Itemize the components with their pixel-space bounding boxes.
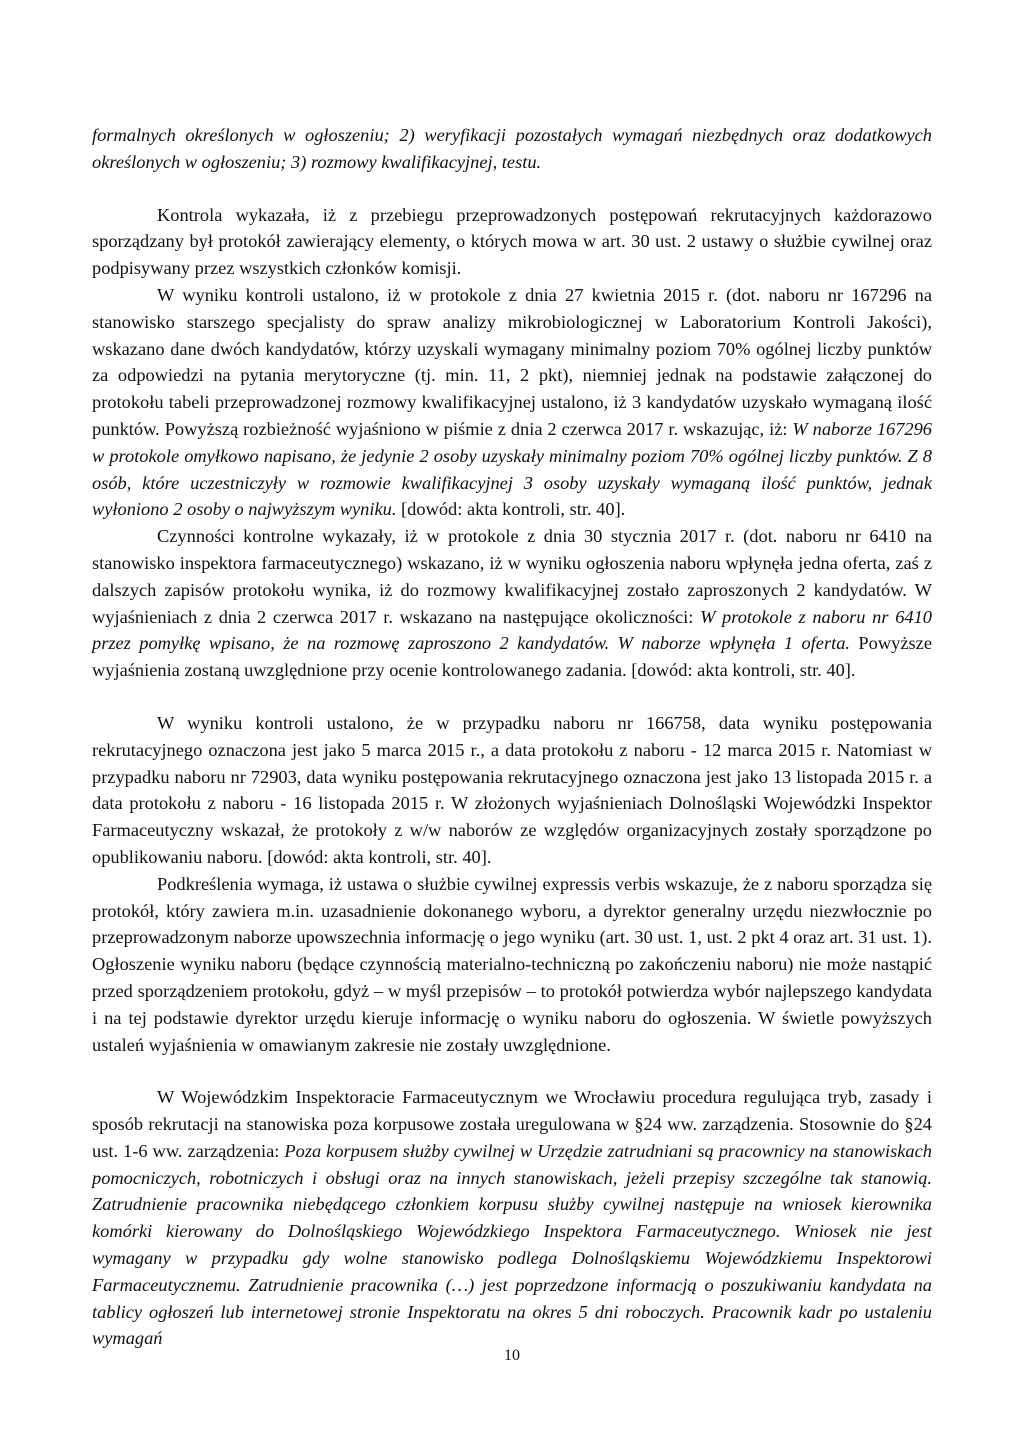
paragraph-protocol-control — [92, 202, 932, 282]
paragraph-text: Kontrola wykazała, iż z przebiegu przeprowadzonych postępowań rekrutacyjnych każdorazowo sporządzany był protokół zawierający elementy, o których mowa w art. 30 ust. 2 ustawy o służbie cywilnej oraz podpisywany przez wszystkich członków komisji. — [92, 204, 932, 279]
paragraph-text: Czynności kontrolne wykazały, iż w protokole z dnia 30 stycznia 2017 r. (dot. naboru nr 6410 na stanowisko inspektora farmaceutycznego) wskazano, iż w wyniku ogłoszenia naboru wpłynęła jedna oferta, zaś z dalszych zapisów protokołu wynika, iż do rozmowy kwalifikacyjnej zostało zaproszonych 2 kandydatów. W wyjaśnieniach z dnia 2 czerwca 2017 r. wskazano na następujące okoliczności: — [92, 526, 932, 627]
paragraph-recruitment-167296 — [92, 282, 932, 523]
italic-quote: W protokole z naboru nr 6410 przez pomyłkę wpisano, że na rozmowę zaproszono 2 kandydatów. W naborze wpłynęła 1 oferta. — [92, 606, 932, 654]
paragraph-text: Powyższe wyjaśnienia zostaną uwzględnione przy ocenie kontrolowanego zadania. [dowód: akta kontroli, str. 40]. — [92, 633, 932, 681]
paragraph-text: W wyniku kontroli ustalono, że w przypadku naboru nr 166758, data wyniku postępowania rekrutacyjnego oznaczona jest jako 5 marca 2015 r., a data protokołu z naboru - 12 marca 2015 r. Natomiast w przypadku naboru nr 72903, data wyniku postępowania rekrutacyjnego oznaczona jest jako 13 listopada 2015 r. a data protokołu z naboru - 16 listopada 2015 r. W złożonych wyjaśnieniach Dolnośląski Wojewódzki Inspektor Farmaceutyczny wskazał, że protokoły z w/w naborów ze względów organizacyjnych zostały sporządzone po opublikowaniu naboru. [dowód: akta kontroli, str. 40]. — [92, 712, 932, 867]
paragraph-text: W Wojewódzkim Inspektoracie Farmaceutycznym we Wrocławiu procedura regulująca tryb, zasady i sposób rekrutacji na stanowiska poza korpusowe została uregulowana w §24 ww. zarządzenia. Stosownie do §24 ust. 1-6 ww. zarządzenia: — [92, 1087, 932, 1161]
paragraph-text: Podkreślenia wymaga, iż ustawa o służbie cywilnej expressis verbis wskazuje, że z naboru sporządza się protokół, który zawiera m.in. uzasadnienie dokonanego wyboru, a dyrektor generalny urzędu niezwłocznie po przeprowadzonym naborze upowszechnia informację o jego wyniku (art. 30 ust. 1, ust. 2 pkt 4 oraz art. 31 ust. 1). Ogłoszenie wyniku naboru (będące czynnością materialno-techniczną po zakończeniu naboru) nie może nastąpić przed sporządzeniem protokołu, gdyż – w myśl przepisów – to protokół potwierdza wybór najlepszego kandydata i na tej podstawie dyrektor urzędu kieruje informację o wyniku naboru do ogłoszenia. W świetle powyższych ustaleń wyjaśnienia w omawianym zakresie nie zostały uwzględnione. — [92, 873, 932, 1055]
page-number: 10 — [504, 1347, 520, 1364]
italic-quote: formalnych określonych w ogłoszeniu; 2) weryfikacji pozostałych wymagań niezbędnych oraz dodatkowych określonych w ogłoszeniu; 3) rozmowy kwalifikacyjnej, testu. — [92, 125, 932, 172]
italic-quote: W naborze 167296 w protokole omyłkowo napisano, że jedynie 2 osoby uzyskały minimalny poziom 70% ogólnej liczby punktów. Z 8 osób, które uczestniczyły w rozmowie kwalifikacyjnej 3 osoby uzyskały wymaganą ilość punktów, jednak wyłoniono 2 osoby o najwyższym wyniku. — [92, 418, 932, 520]
paragraph-emphasis — [92, 871, 932, 1059]
paragraph-recruitment-dates — [92, 710, 932, 871]
italic-quote: Poza korpusem służby cywilnej w Urzędzie zatrudniani są pracownicy na stanowiskach pomocniczych, robotniczych i obsługi oraz na innych stanowiskach, jeżeli przepisy szczególne tak stanowią. Zatrudnienie pracownika niebędącego członkiem korpusu służby cywilnej następuje na wniosek kierownika komórki kierowany do Dolnośląskiego Wojewódzkiego Inspektora Farmaceutycznego. Wniosek nie jest wymagany w przypadku gdy wolne stanowisko podlega Dolnośląskiemu Wojewódzkiemu Inspektorowi Farmaceutycznemu. Zatrudnienie pracownika (…) jest poprzedzone informacją o poszukiwaniu kandydata na tablicy ogłoszeń lub internetowej stronie Inspektoratu na okres 5 dni roboczych. Pracownik kadr po ustaleniu wymagań — [92, 1140, 932, 1349]
paragraph-recruitment-6410 — [92, 523, 932, 684]
document-page — [92, 122, 932, 1352]
paragraph-procedure — [92, 1084, 932, 1352]
paragraph-continuation — [92, 122, 932, 176]
paragraph-text: W wyniku kontroli ustalono, iż w protokole z dnia 27 kwietnia 2015 r. (dot. naboru nr 167296 na stanowisko starszego specjalisty do spraw analizy mikrobiologicznej w Laboratorium Kontroli Jakości), wskazano dane dwóch kandydatów, którzy uzyskali wymagany minimalny poziom 70% ogólnej liczby punktów za odpowiedzi na pytania merytoryczne (tj. min. 11, 2 pkt), niemniej jednak na podstawie załączonej do protokołu tabeli przeprowadzonej rozmowy kwalifikacyjnej ustalono, iż 3 kandydatów uzyskało wymaganą ilość punktów. Powyższą rozbieżność wyjaśniono w piśmie z dnia 2 czerwca 2017 r. wskazując, iż: — [92, 284, 932, 439]
paragraph-text: [dowód: akta kontroli, str. 40]. — [396, 499, 626, 520]
